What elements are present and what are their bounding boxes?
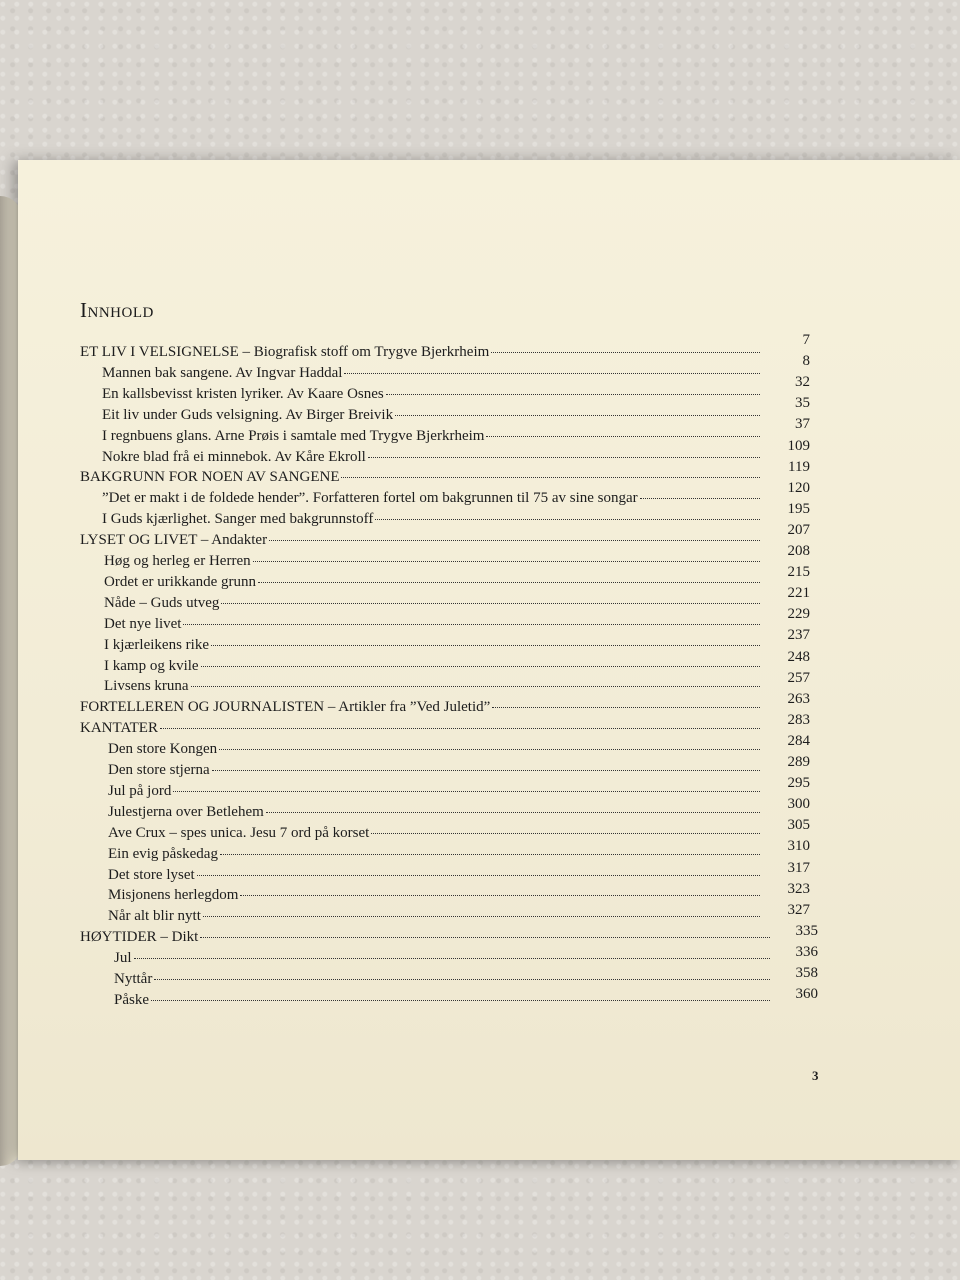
toc-leader-dots xyxy=(253,560,760,562)
toc-entry-label: Eit liv under Guds velsigning. Av Birger Breivik xyxy=(102,406,394,423)
toc-entry-label: FORTELLEREN OG JOURNALISTEN – Artikler fra ”Ved Juletid” xyxy=(80,699,491,716)
toc-entry-label: Nåde – Guds utveg xyxy=(104,594,220,611)
toc-leader-dots xyxy=(341,476,760,478)
toc-entry-label: Ave Crux – spes unica. Jesu 7 ord på korset xyxy=(108,824,370,841)
page-title: Innhold xyxy=(80,298,154,322)
toc-page-number: 257 xyxy=(787,669,810,686)
toc-entry-label: Mannen bak sangene. Av Ingvar Haddal xyxy=(102,364,343,381)
toc-entry xyxy=(102,426,760,446)
toc-entry xyxy=(102,488,760,508)
toc-entry xyxy=(108,739,760,759)
toc-page-number: 263 xyxy=(787,690,810,707)
toc-page-number: 310 xyxy=(787,838,810,855)
toc-leader-dots xyxy=(173,790,760,792)
toc-leader-dots xyxy=(220,853,760,855)
toc-entry xyxy=(102,363,760,383)
toc-entry xyxy=(104,656,760,676)
toc-entry-label: Jul xyxy=(114,950,132,967)
toc-entry xyxy=(80,927,770,947)
toc-leader-dots xyxy=(486,435,760,437)
toc-entry-label: Jul på jord xyxy=(108,782,172,799)
toc-leader-dots xyxy=(201,665,760,667)
toc-leader-dots xyxy=(151,999,770,1001)
toc-entry xyxy=(102,405,760,425)
toc-page-number: 32 xyxy=(795,374,810,391)
toc-entry-label: ET LIV I VELSIGNELSE – Biografisk stoff om Trygve Bjerkrheim xyxy=(80,344,490,360)
toc-entry-label: Når alt blir nytt xyxy=(108,908,201,925)
toc-entry-label: Julestjerna over Betlehem xyxy=(108,803,264,820)
toc-page-number: 221 xyxy=(787,585,810,602)
toc-leader-dots xyxy=(240,894,760,896)
toc-page-number: 8 xyxy=(802,353,810,370)
toc-leader-dots xyxy=(134,957,770,959)
toc-page-number: 323 xyxy=(787,880,810,897)
toc-entry-label: Misjonens herlegdom xyxy=(108,887,239,904)
toc-page-number: 300 xyxy=(787,796,810,813)
toc-page-number: 335 xyxy=(795,922,818,939)
toc-entry xyxy=(102,447,760,467)
toc-entry xyxy=(108,760,760,780)
toc-page-number: 327 xyxy=(787,901,810,918)
toc-leader-dots xyxy=(212,769,760,771)
toc-page-number: 248 xyxy=(787,648,810,665)
toc-entry xyxy=(108,865,760,885)
toc-leader-dots xyxy=(344,372,760,374)
toc-entry xyxy=(114,990,770,1010)
toc-leader-dots xyxy=(191,685,760,687)
toc-leader-dots xyxy=(219,748,760,750)
toc-page-number: 284 xyxy=(787,732,810,749)
toc-leader-dots xyxy=(211,644,760,646)
toc-entry-label: ”Det er makt i de foldede hender”. Forfatteren fortel om bakgrunnen til 75 av sine songar xyxy=(102,490,638,507)
toc-entry-label: BAKGRUNN FOR NOEN AV SANGENE xyxy=(80,469,340,486)
toc-page-number: 207 xyxy=(787,521,810,538)
toc-entry xyxy=(104,572,760,592)
toc-leader-dots xyxy=(183,623,760,625)
toc-entry-label: Livsens kruna xyxy=(104,678,189,695)
toc-page-number: 208 xyxy=(787,543,810,559)
toc-entry-label: Det nye livet xyxy=(104,615,182,632)
toc-entry xyxy=(114,969,770,989)
toc-entry xyxy=(80,342,760,362)
toc-entry-label: Ordet er urikkande grunn xyxy=(104,573,257,590)
toc-entry xyxy=(108,802,760,822)
toc-entry-label: Den store stjerna xyxy=(108,762,210,778)
toc-entry xyxy=(104,676,760,696)
toc-entry-label: Den store Kongen xyxy=(108,741,218,758)
toc-page-number: 237 xyxy=(787,627,810,644)
toc-leader-dots xyxy=(375,518,760,520)
toc-entry xyxy=(102,509,760,529)
toc-leader-dots xyxy=(491,351,760,353)
toc-page-number: 358 xyxy=(795,965,818,981)
toc-page-number: 295 xyxy=(787,775,810,792)
toc-entry xyxy=(104,614,760,634)
toc-entry xyxy=(114,948,770,968)
toc-leader-dots xyxy=(368,456,760,458)
toc-leader-dots xyxy=(200,936,770,938)
toc-leader-dots xyxy=(395,414,760,416)
toc-leader-dots xyxy=(492,706,760,708)
toc-leader-dots xyxy=(386,393,760,395)
toc-page-number: 317 xyxy=(787,859,810,876)
toc-entry xyxy=(108,781,760,801)
toc-page-number: 120 xyxy=(787,479,810,496)
toc-page-number: 229 xyxy=(787,606,810,623)
toc-entry-label: I regnbuens glans. Arne Prøis i samtale med Trygve Bjerkrheim xyxy=(102,427,485,444)
toc-entry-label: HØYTIDER – Dikt xyxy=(80,929,199,946)
toc-entry xyxy=(108,906,760,926)
toc-page-number: 283 xyxy=(787,711,810,728)
toc-entry xyxy=(80,530,760,550)
toc-leader-dots xyxy=(371,832,760,834)
toc-entry xyxy=(102,384,760,404)
toc-entry xyxy=(104,551,760,571)
toc-leader-dots xyxy=(160,727,760,729)
toc-entry xyxy=(80,467,760,487)
toc-leader-dots xyxy=(640,497,760,499)
page-folio-number: 3 xyxy=(812,1068,819,1083)
toc-leader-dots xyxy=(266,811,760,813)
toc-page-number: 119 xyxy=(788,458,810,475)
toc-page-number: 336 xyxy=(795,943,818,960)
toc-page-number: 360 xyxy=(795,986,818,1003)
toc-entry-label: En kallsbevisst kristen lyriker. Av Kaare Osnes xyxy=(102,385,384,402)
toc-entry-label: Ein evig påskedag xyxy=(108,845,218,862)
toc-entry-label: I kamp og kvile xyxy=(104,657,199,674)
toc-entry-label: Høg og herleg er Herren xyxy=(104,553,251,569)
toc-entry xyxy=(108,844,760,864)
toc-entry-label: Det store lyset xyxy=(108,866,195,883)
toc-entry-label: KANTATER xyxy=(80,720,158,737)
toc-entry xyxy=(80,697,760,717)
toc-entry xyxy=(108,823,760,843)
toc-entry-label: I kjærleikens rike xyxy=(104,636,209,653)
toc-entry-label: Nyttår xyxy=(114,971,153,987)
toc-page-number: 7 xyxy=(802,332,810,348)
toc-leader-dots xyxy=(154,978,770,980)
toc-page-number: 305 xyxy=(787,817,810,834)
toc-page-number: 109 xyxy=(787,437,810,454)
toc-page-number: 215 xyxy=(787,564,810,581)
toc-leader-dots xyxy=(203,915,760,917)
toc-entry xyxy=(104,635,760,655)
toc-page-number: 35 xyxy=(795,395,810,412)
toc-leader-dots xyxy=(221,602,760,604)
toc-entry-label: Nokre blad frå ei minnebok. Av Kåre Ekroll xyxy=(102,448,366,465)
toc-leader-dots xyxy=(269,539,760,541)
toc-page-number: 289 xyxy=(787,754,810,770)
toc-page-number: 195 xyxy=(787,500,810,517)
toc-leader-dots xyxy=(258,581,760,583)
toc-entry xyxy=(80,718,760,738)
toc-page-number: 37 xyxy=(795,416,810,433)
toc-leader-dots xyxy=(197,874,760,876)
toc-entry-label: LYSET OG LIVET – Andakter xyxy=(80,532,268,549)
toc-entry-label: I Guds kjærlighet. Sanger med bakgrunnstoff xyxy=(102,511,374,528)
toc-entry xyxy=(108,885,760,905)
toc-entry-label: Påske xyxy=(114,991,149,1008)
toc-entry xyxy=(104,593,760,613)
